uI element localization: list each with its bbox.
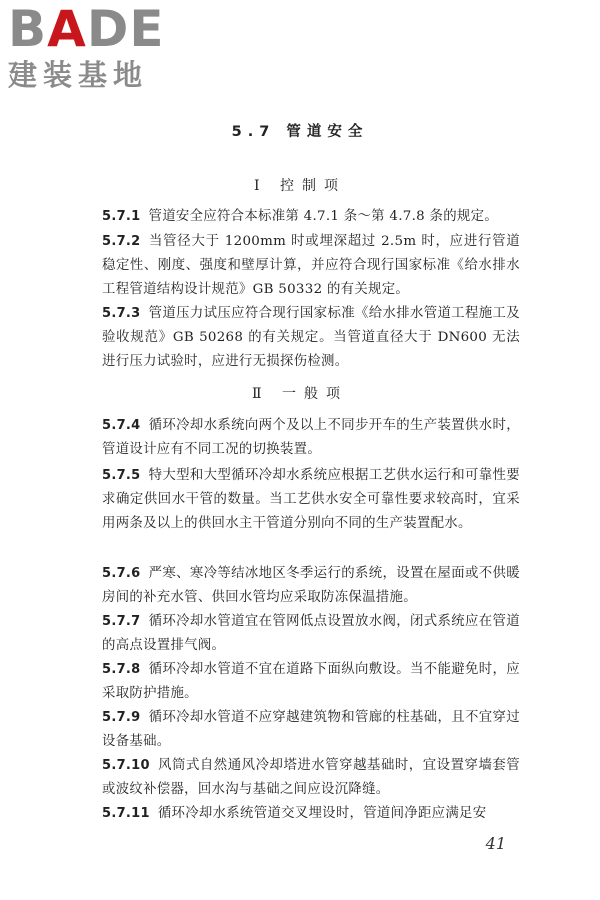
clause-number: 5.7.3 [102,306,141,321]
clause-number: 5.7.8 [102,662,141,677]
logo [8,0,178,92]
clause-text: 循环冷却水系统管道交叉埋设时，管道间净距应满足安 [157,806,487,821]
section-title: 5.7 管道安全 [231,124,369,140]
logo-wordmark: BADE [8,0,165,58]
clause-5-7-4 [102,414,520,462]
page-number: 41 [485,834,506,853]
clause-number: 5.7.7 [102,614,141,629]
clause-text: 特大型和大型循环冷却水系统应根据工艺供水运行和可靠性要求确定供回水干管的数量。当工艺供水安全可靠性要求较高时，宜采用两条及以上的供回水主干管道分别向不同的生产装置配水。 [102,468,520,531]
clause-text: 管道安全应符合本标准第 4.7.1 条～第 4.7.8 条的规定。 [148,209,499,224]
clause-number: 5.7.4 [102,418,141,433]
clause-5-7-5 [102,464,520,536]
clause-5-7-10 [102,754,520,802]
clause-text: 循环冷却水系统向两个及以上不同步开车的生产装置供水时，管道设计应有不同工况的切换装置。 [102,418,520,457]
clause-number: 5.7.1 [102,209,141,224]
clause-text: 严寒、寒冷等结冰地区冬季运行的系统，设置在屋面或不供暖房间的补充水管、供回水管均应采取防冻保温措施。 [102,566,520,605]
clause-text: 当管径大于 1200mm 时或埋深超过 2.5m 时，应进行管道稳定性、刚度、强度和壁厚计算，并应符合现行国家标准《给水排水工程管道结构设计规范》GB 50332 的有关规定。 [102,234,520,297]
clause-text: 循环冷却水管道不宜在道路下面纵向敷设。当不能避免时，应采取防护措施。 [102,662,520,701]
subhead-general: Ⅱ 一般项 [252,386,348,402]
clause-5-7-9 [102,706,520,754]
clause-number: 5.7.11 [102,806,150,821]
clause-5-7-1 [102,205,520,229]
clause-number: 5.7.6 [102,566,141,581]
clause-number: 5.7.5 [102,468,141,483]
clause-5-7-3 [102,302,520,374]
logo-subtitle: 建装基地 [8,58,149,92]
clause-number: 5.7.9 [102,710,141,725]
subhead-control: Ⅰ 控制项 [254,178,346,194]
clause-5-7-7 [102,610,520,658]
clause-text: 管道压力试压应符合现行国家标准《给水排水管道工程施工及验收规范》GB 50268 的有关规定。当管道直径大于 DN600 无法进行压力试验时，应进行无损探伤检测。 [102,306,520,369]
clause-number: 5.7.10 [102,758,150,773]
clause-text: 循环冷却水管道宜在管网低点设置放水阀，闭式系统应在管道的高点设置排气阀。 [102,614,520,653]
clause-text: 风筒式自然通风冷却塔进水管穿越基础时，宜设置穿墙套管或波纹补偿器，回水沟与基础之间应设沉降缝。 [102,758,520,797]
clause-number: 5.7.2 [102,234,141,249]
clause-5-7-6 [102,562,520,610]
clause-5-7-11 [102,802,520,826]
clause-text: 循环冷却水管道不应穿越建筑物和管廊的柱基础，且不宜穿过设备基础。 [102,710,520,749]
clause-5-7-2 [102,230,520,302]
clause-5-7-8 [102,658,520,706]
